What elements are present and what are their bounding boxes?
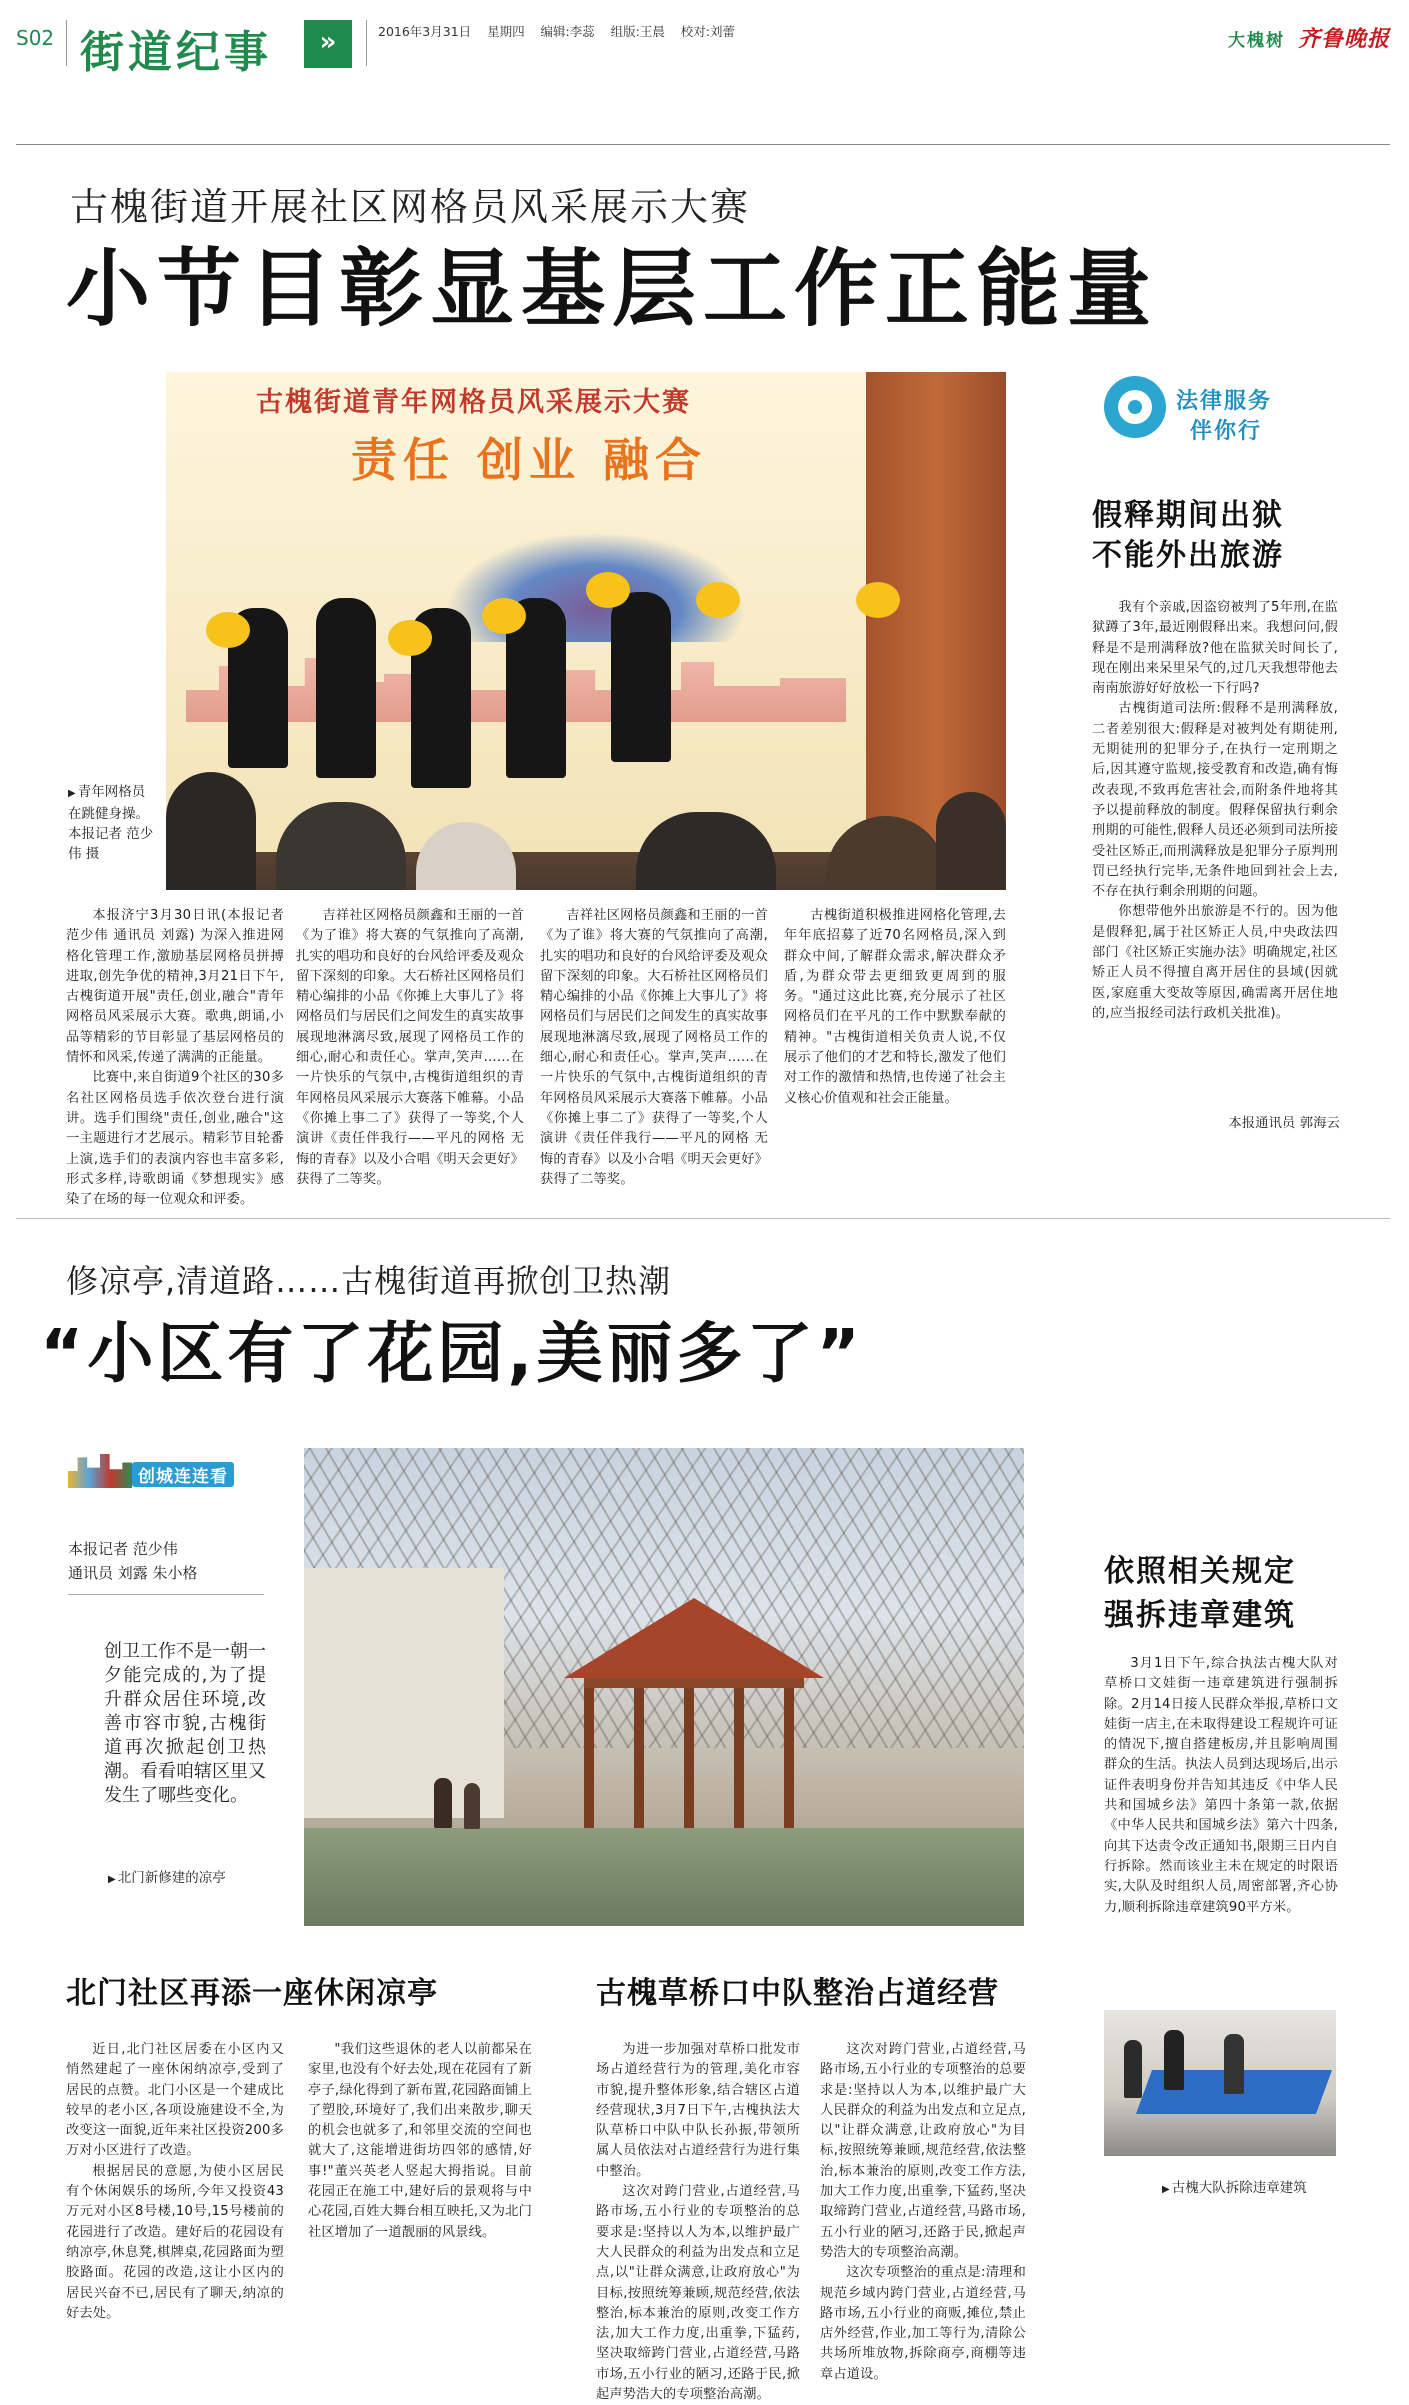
meta-proof: 校对:刘蕾 <box>680 24 735 39</box>
banner-line-1: 古槐街道青年网格员风采展示大赛 <box>256 387 691 418</box>
legal-paragraph: 你想带他外出旅游是不行的。因为他是假释犯,属于社区矫正人员,中央政法四部门《社区矫正实施办法》明确规定,社区矫正人员不得擅自离开居住的县域(因就医,家庭重大变故等原因,确需离开居住地的,应当报经司法行政机关批准)。 <box>1092 904 1338 1021</box>
pavilion-col2 <box>308 2040 532 2360</box>
pompom <box>388 620 432 656</box>
pedestrian <box>434 1778 452 1828</box>
article1-col4 <box>784 906 1006 1186</box>
demolish-caption: ▶ 古槐大队拆除违章建筑 <box>1162 2178 1307 2200</box>
worker <box>1124 2040 1142 2098</box>
pompom <box>482 598 526 634</box>
occupy-title: 古槐草桥口中队整治占道经营 <box>596 1976 999 2011</box>
article1-kicker: 古槐街道开展社区网格员风采展示大赛 <box>70 185 751 229</box>
article1-col3 <box>540 906 768 1186</box>
chuangcheng-logo-text: 创城连连看 <box>132 1462 234 1487</box>
demolish-title-line1: 依照相关规定 <box>1104 1554 1296 1589</box>
legal-badge-line2: 伴你行 <box>1190 419 1263 444</box>
occupy-col1 <box>596 2040 800 2403</box>
article1-paragraph: 本报济宁3月30日讯(本报记者 范少伟 通讯员 刘露) 为深入推进网格化管理工作,激励基层网格员拼搏进取,创先争优的精神,3月21日下午,古槐街道开展"责任,创业,融合"青年网格员风采展示大赛。歌典,朗诵,小品等精彩的节目彰显了基层网格员的情怀和风采,传递了满满的正能量。 <box>66 908 284 1066</box>
pavilion-paragraph: "我们这些退休的老人以前都呆在家里,也没有个好去处,现在花园有了新亭子,绿化得到了新布置,花园路面铺上了塑胶,环境好了,我们出来散步,聊天的机会也就多了,和邻里交流的空间也就大了,这能增进街坊四邻的感情,好事!"董兴英老人竖起大拇指说。目前花园正在施工中,建好后的景观将与中心花园,百姓大舞台相互映托,又为北门社区增加了一道靓丽的风景线。 <box>308 2042 532 2240</box>
supplement-name: 大槐树 <box>1228 31 1285 51</box>
legal-title-line2: 不能外出旅游 <box>1092 538 1284 573</box>
audience-head <box>936 792 1006 890</box>
article1-photo <box>166 372 1006 890</box>
article2-credit-1: 本报记者 范少伟 <box>68 1540 178 1558</box>
pavilion-paragraph: 根据居民的意愿,为使小区居民有个休闲娱乐的场所,今年又投资43万元对小区8号楼,10号,15号楼前的花园进行了改造。建好后的花园设有纳凉亭,休息凳,棋牌桌,花园路面为塑胶路面。花园的改造,这让小区内的居民兴奋不已,居民有了聊天,纳凉的好去处。 <box>66 2163 284 2321</box>
masthead <box>0 0 1409 80</box>
article1-paragraph: 吉祥社区网格员颜鑫和王丽的一首《为了谁》将大赛的气氛推向了高潮,扎实的唱功和良好的台风给评委及观众留下深刻的印象。大石桥社区网格员们精心编排的小品《你摊上大事儿了》将网格员们与居民们之间发生的真实故事展现地淋漓尽致,展现了网格员工作的细心,耐心和责任心。掌声,笑声……在一片快乐的气氛中,古槐街道组织的青年网格员风采展示大赛落下帷幕。小品《你摊上事二了》获得了一等奖,个人演讲《责任伴我行——平凡的网格 无悔的青春》以及小合唱《明天会更好》获得了二等奖。 <box>540 908 768 1187</box>
article1-col2 <box>296 906 524 1186</box>
article1-paragraph: 古槐街道积极推进网格化管理,去年年底招募了近70名网格员,深入到群众中间,了解群众需求,解决群众矛盾,为群众带去更细致更周到的服务。"通过这此比赛,充分展示了社区网格员们在平凡的工作中默默奉献的精神。"古槐街道相关负责人说,不仅展示了他们的才艺和特长,激发了他们对工作的激情和热情,也传递了社会主义核心价值观和社会正能量。 <box>784 908 1006 1106</box>
pompom <box>586 572 630 608</box>
masthead-rule <box>16 144 1390 145</box>
legal-paragraph: 我有个亲戚,因盗窃被判了5年刑,在监狱蹲了3年,最近刚假释出来。我想问问,假释是不是刑满释放?他在监狱关时间长了,现在刚出来呆里呆气的,过几天我想带他去南南旅游好好放松一下行吗? <box>1092 600 1338 697</box>
performer <box>316 598 376 778</box>
occupy-paragraph: 这次对跨门营业,占道经营,马路市场,五小行业的专项整治的总要求是:坚持以人为本,以维护最广大人民群众的利益为出发点和立足点,以"让群众满意,让政府放心"为目标,按照统筹兼顾,规范经营,依法整治,标本兼治的原则,改变工作方法,加大工作力度,出重拳,下猛药,坚决取缔跨门营业,占道经营,马路市场,五小行业的陋习,还路于民,掀起声势浩大的专项整治高潮。 <box>596 2184 800 2403</box>
paper-logo: 齐鲁晚报 <box>1298 26 1391 52</box>
occupy-paragraph: 为进一步加强对草桥口批发市场占道经营行为的管理,美化市容市貌,提升整体形象,结合辖区占道经营现状,3月7日下午,古槐执法大队草桥口中队中队长孙振,带领所属人员依法对占道经营行为进行集中整治。 <box>596 2042 800 2179</box>
pavilion-col1 <box>66 2040 284 2360</box>
chuangcheng-logo-icon <box>68 1454 132 1488</box>
meta-layout: 组版:王晨 <box>610 24 665 39</box>
meta-weekday: 星期四 <box>487 24 525 39</box>
ground <box>304 1828 1024 1926</box>
article2-headline: “小区有了花园,美丽多了” <box>40 1315 864 1392</box>
article2-kicker: 修凉亭,清道路……古槐街道再掀创卫热潮 <box>66 1262 672 1300</box>
article1-paragraph: 比赛中,来自街道9个社区的30多名社区网格员选手依次登台进行演讲。选手们围绕"责任,创业,融合"这一主题进行才艺展示。精彩节目轮番上演,选手们的表演内容也丰富多彩,形式多样,诗歌朗诵《梦想现实》感染了在场的每一位观众和评委。 <box>66 1070 284 1208</box>
article1-paragraph: 吉祥社区网格员颜鑫和王丽的一首《为了谁》将大赛的气氛推向了高潮,扎实的唱功和良好的台风给评委及观众留下深刻的印象。大石桥社区网格员们精心编排的小品《你摊上大事儿了》将网格员们与居民们之间发生的真实故事展现地淋漓尽致,展现了网格员工作的细心,耐心和责任心。掌声,笑声……在一片快乐的气氛中,古槐街道组织的青年网格员风采展示大赛落下帷幕。小品《你摊上事二了》获得了一等奖,个人演讲《责任伴我行——平凡的网格 无悔的青春》以及小合唱《明天会更好》获得了二等奖。 <box>296 908 524 1187</box>
masthead-divider-2 <box>366 20 367 66</box>
legal-badge-inner-dot-icon <box>1128 400 1142 414</box>
article2-lead: 创卫工作不是一朝一夕能完成的,为了提升群众居住环境,改善市容市貌,古槐街道再次掀起创卫热潮。看看咱辖区里又发生了哪些变化。 <box>104 1641 266 1806</box>
article2-credit-rule <box>68 1594 264 1595</box>
pavilion-title: 北门社区再添一座休闲凉亭 <box>66 1976 438 2011</box>
article2-credit-2: 通讯员 刘露 朱小格 <box>68 1564 198 1582</box>
occupy-paragraph: 这次对跨门营业,占道经营,马路市场,五小行业的专项整治的总要求是:坚持以人为本,以维护最广大人民群众的利益为出发点和立足点,以"让群众满意,让政府放心"为目标,按照统筹兼顾,规范经营,依法整治,标本兼治的原则,改变工作方法,加大工作力度,出重拳,下猛药,坚决取缔跨门营业,占道经营,马路市场,五小行业的陋习,还路于民,掀起声势浩大的专项整治高潮。 <box>820 2042 1026 2260</box>
pompom <box>206 612 250 648</box>
section-arrow-icon: » <box>304 20 352 68</box>
demolish-body <box>1104 1654 1338 2000</box>
banner-line-2: 责任 创业 融合 <box>351 433 708 487</box>
section-divider <box>16 1218 1390 1219</box>
page-number: S02 <box>16 26 55 50</box>
legal-body <box>1092 598 1338 1138</box>
legal-byline: 本报通讯员 郭海云 <box>1228 1116 1340 1131</box>
audience-head <box>166 772 256 890</box>
occupy-col2 <box>820 2040 1026 2382</box>
article1-headline: 小节目彰显基层工作正能量 <box>66 240 1159 338</box>
masthead-meta <box>378 22 735 40</box>
pedestrian <box>464 1783 480 1829</box>
demolish-title-line2: 强拆违章建筑 <box>1104 1598 1296 1633</box>
pavilion-photo <box>304 1448 1024 1926</box>
demolish-paragraph: 3月1日下午,综合执法古槐大队对草桥口文娃街一违章建筑进行强制拆除。2月14日接人民群众举报,草桥口文娃街一店主,在未取得建设工程规许可证的情况下,擅自搭建板房,并且影响周围群众的生活。执法人员到达现场后,出示证件表明身份并告知其违反《中华人民共和国城乡法》第四十条第一款,依据《中华人民共和国城乡法》第六十四条,向其下达责令改正通知书,限期三日内自行拆除。然而该业主未在规定的时限语实,大队及时组织人员,周密部署,齐心协力,顺利拆除违章建筑90平方米。 <box>1104 1656 1338 1915</box>
pompom <box>696 582 740 618</box>
legal-paragraph: 古槐街道司法所:假释不是刑满释放,二者差别很大:假释是对被判处有期徒刑,无期徒刑的犯罪分子,在执行一定刑期之后,因其遵守监规,接受教育和改造,确有悔改表现,不致再危害社会,而附条件地将其予以提前释放的制度。假释保留执行剩余刑期的可能性,假释人员还必须到司法所接受社区矫正,而刑满释放是犯罪分子原判刑罚已经执行完毕,无条件地回到社会上去,不存在执行剩余刑期的问题。 <box>1092 701 1338 900</box>
worker <box>1224 2034 1244 2094</box>
performer <box>611 592 671 762</box>
meta-date: 2016年3月31日 <box>378 24 472 39</box>
section-title: 街道纪事 <box>80 27 272 78</box>
masthead-divider <box>66 20 67 66</box>
worker <box>1164 2030 1184 2090</box>
meta-editor: 编辑:李蕊 <box>540 24 595 39</box>
article1-photo-caption: ▶ 青年网格员在跳健身操。本报记者 范少伟 摄 <box>68 782 156 864</box>
legal-badge-line1: 法律服务 <box>1176 389 1273 414</box>
pavilion-paragraph: 近日,北门社区居委在小区内又悄然建起了一座休闲纳凉亭,受到了居民的点赞。北门小区是一个建成比较早的老小区,各项设施建设不全,为改变这一面貌,近年来社区投资200多万对小区进行了改造。 <box>66 2042 284 2159</box>
pompom <box>856 582 900 618</box>
demolish-photo <box>1104 2010 1336 2156</box>
article1-col1 <box>66 906 284 1208</box>
pavilion-base <box>584 1678 804 1828</box>
legal-badge-icon <box>1104 376 1166 438</box>
occupy-paragraph: 这次专项整治的重点是:清理和规范乡域内跨门营业,占道经营,马路市场,五小行业的商贩,摊位,禁止店外经营,作业,加工等行为,清除公共场所堆放物,拆除商亭,商棚等违章占道设。 <box>820 2265 1026 2382</box>
building-left <box>304 1568 504 1818</box>
legal-title-line1: 假释期间出狱 <box>1092 498 1284 533</box>
pavilion-caption: ▶ 北门新修建的凉亭 <box>108 1868 226 1890</box>
